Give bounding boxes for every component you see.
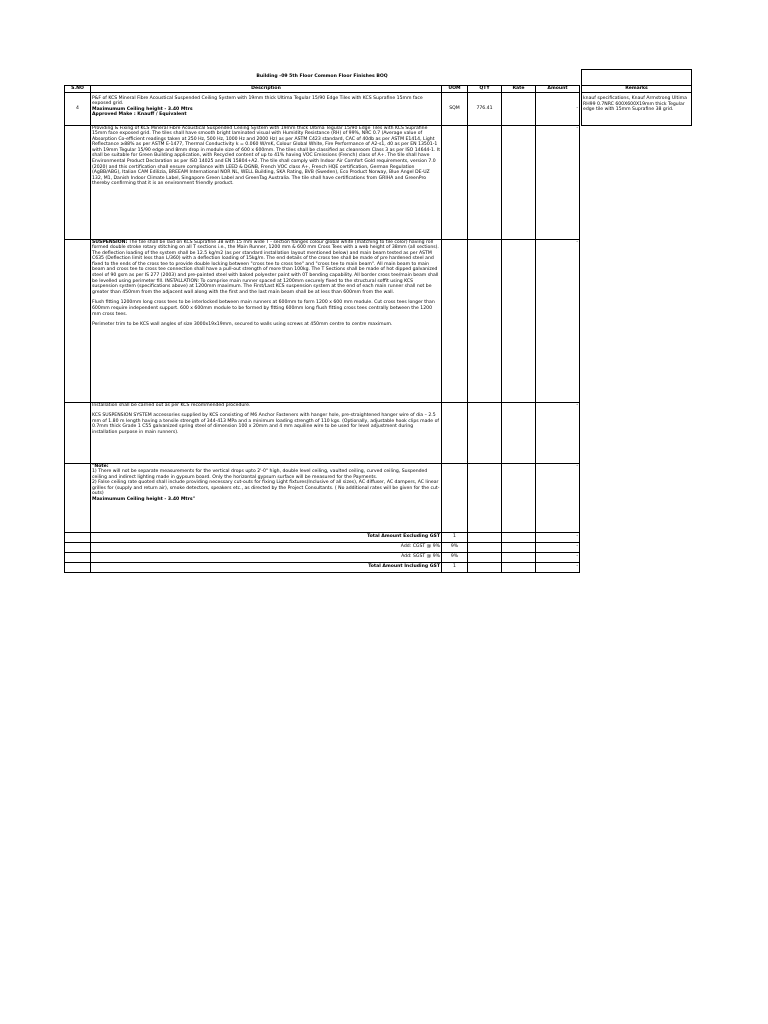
item-desc-line1: P&F of KCS Mineral Fibre Acoustical Suspended Ceiling System with 19mm thick Ultima Tegular 15/90 Edge Tiles with KCS Suprafine 15mm face exposed grid. (92, 95, 423, 107)
header-rate: Rate (502, 85, 536, 92)
item-desc-line3: Approved Make : Knauff / Equivalent (92, 112, 187, 118)
suspension-para2: Flush fitting 1200mm long cross tees to be interlocked between main runners at 600mm to form 1200 x 600 mm module. Cut cross tees longer than 600mm require independent support. 600 x 600mm module to be formed by fitting 600mm long flush fitting cross tees centrally between the 1200 mm cross tees. (92, 300, 435, 317)
total-amount: - (536, 562, 580, 572)
spec-installation-text (91, 402, 442, 463)
total-label: Total Amount Including GST (91, 562, 442, 572)
note-item-1: 1) There will not be separate measurements for the vertical drops upto 2'-0" high, double level ceiling, vaulted ceiling, curved ceiling, Suspended ceiling and indirect lighting made in gypsum board. Only the horizontal gypsum surface will be measured for the Payments. (92, 469, 428, 480)
remarks-column (581, 69, 691, 126)
header-row (65, 85, 580, 92)
spec-installation-amount: - (536, 402, 580, 463)
suspension-body: The tile shall be laid on KCS Suprafine 38 with 15 mm wide T - section flanges colour global white (matching to tile color) having roll formed double stroke rotary stitching on all T sections i.e., the Main Runner, 1200 mm & 600 mm Cross Tees with a web height of 38mm (all sections). The deflection loading of the system shall be 12.5 kg/m2 (as per standard installation layout mentioned below) and main beam tested as per ASTM C635 (Deflection limit less than L/360) with a deflection loading of 15kg/m. The end details of the cross tee shall be made of pre hardened steel and fixed to the ends of the cross tee to provide double locking between "cross tee to cross tee" and "cross tee to main beam". All main beam to main beam and cross tee to cross tee connection shall have a pull-out strength of more than 100kg. The T Sections shall be made of hot dipped galvanized steel of 90 gsm as per IS 277 (2003) and pre-painted steel with baked polyester paint with 0T bending capability. All border cross tee/main beam shall be levelled using perimeter fill. INSTALLATION: To comprise main runner spaced at 1200mm securely fixed to the structural soffit using KCS suspension system (specifications above) at 1200mm maximum. The First/Last KCS suspension system at the end of each main runner shall not be greater than 450mm from the adjacent wall along with the first and the last main beam shall be at less than 600mm from the wall. (92, 239, 439, 295)
header-uom: UOM (442, 85, 468, 92)
total-uom: 1 (442, 532, 468, 542)
note-amount: - (536, 463, 580, 532)
total-label: Add: SGST @ 9% (91, 552, 442, 562)
total-amount: - (536, 542, 580, 552)
boq-sheet (64, 69, 580, 573)
header-amount: Amount (536, 85, 580, 92)
total-label: Total Amount Excluding GST (91, 532, 442, 542)
item-rate (502, 92, 536, 125)
total-row (65, 552, 580, 562)
spec-row-suspension (65, 239, 580, 402)
note-title: "Note: (92, 463, 109, 469)
suspension-label: SUSPENSION: (92, 239, 128, 245)
title-row (65, 69, 580, 85)
installation-para1: Installation shall be carried out as per KCS recommended procedure. (92, 402, 251, 408)
item-row (65, 92, 580, 125)
total-label: Add: CGST @ 9% (91, 542, 442, 552)
total-amount: - (536, 552, 580, 562)
item-uom: SQM (442, 92, 468, 125)
spec-suspension-text (91, 239, 442, 402)
total-uom: 9% (442, 552, 468, 562)
spec-suspension-amount: - (536, 239, 580, 402)
note-item-2: 2) False ceiling rate quoted shall include providing necessary cut-outs for fixing Light fixtures(Inclusive of all sizes), AC diffuser, AC dampers, AC linear grilles for (supply and return air), smoke detectors, speakers etc., as directed by the Project Consultants. ( No additional rates will be given for the cut-outs) (92, 480, 440, 497)
boq-title: Building -09 5th Floor Common Floor Finishes BOQ (256, 73, 388, 79)
item-desc-line2: Maximumum Ceiling height - 3.40 Mtrs (92, 106, 193, 112)
item-remarks: knauf specifications, Knauf Armstrong Ultima RH99 0.7NRC 600X600X19mm thick Tegular edge tile with 15mm Suprafine 38 grid. (582, 93, 692, 126)
boq-table (64, 69, 580, 573)
header-remarks: Remarks (582, 86, 692, 93)
item-description (91, 92, 442, 125)
remarks-top-cell (582, 70, 692, 86)
suspension-para3: Perimeter trim to be KCS wall angles of size 3000x19x19mm, secured to walls using screws at 450mm centre to centre maximum. (92, 322, 393, 328)
installation-para2: KCS SUSPENSION SYSTEM accessories supplied by KCS consisting of M6 Anchor Fasteners with hanger hole, pre-straightened hanger wire of dia – 2.5 mm of 1.80 m length having a tensile strength of 344-413 MPa and a minimum loading strength of 110 kgs. (Optionally, adjustable hook clips made of 0.7mm thick Grade 1 C55 galvanized spring steel of dimension 100 x 20mm and 4 mm aquiline wire to be used for level adjustment during installation purpose in main runners). (92, 413, 440, 435)
total-uom: 9% (442, 542, 468, 552)
total-row (65, 542, 580, 552)
header-qty: QTY (468, 85, 502, 92)
spec-tiles-amount: - (536, 125, 580, 239)
total-amount: - (536, 532, 580, 542)
spec-row-tiles (65, 125, 580, 239)
spec-tiles-text: Providing & Fixing of KCS Mineral Fibre Acoustical Suspended Ceiling System with 19mm thick Ultima Tegular 15/90 Edge Tiles with KCS Suprafine 15mm face exposed grid. The tiles shall have smooth bright laminated visual with Humidity Resistance (RH) of 99%, NRC 0.7 (Average value of Absorption Co-efficient readings taken at 250 Hz, 500 Hz, 1000 Hz and 2000 Hz) as per ASTM C423 standard, CAC of 40db as per ASTM E1414, Light Reflectance ≥88% as per ASTM E-1477, Thermal Conductivity k = 0.060 W/mK, Colour Global White, Fire Performance of A2-s1, d0 as per EN 13501-1 with 19mm Tegular 15/90 edge and 8mm drop in module size of 600 x 600mm. The tiles shall be classified as cleanroom Class 3 as per ISO 14644-1. It shall be suitable for Green Building application, with Recycled content of up to 41% having VOC Emissions (French) class of A+. The tile shall have Environmental Product Declaration as per ISO 14025 and EN 15804+A2. The tile shall comply with Indoor Air Comfort Gold requirements, version 7.0 (2020) and this certification shall ensure compliance with LEED & DGNB, French VOC class A+, French HQE certification, German Regulation (AgBB/ABG), Italian CAM Edilizia, BREEAM International NOR NL, WELL Building, SKA Rating, BVB (Sweden), Eco Product Norway, Blue Angel DE-UZ 132, M1, Danish Indoor Climate Label, Singapore Green Label and GreenTag Australia. The tile shall have certifications from GRIHA and GreenPro thereby confirming that it is an environment friendly product. (91, 125, 442, 239)
item-qty: 776.41 (468, 92, 502, 125)
total-row (65, 532, 580, 542)
note-row (65, 463, 580, 532)
item-sno: 4 (65, 92, 91, 125)
header-sno: S.NO (65, 85, 91, 92)
total-row (65, 562, 580, 572)
header-description: Description (91, 85, 442, 92)
remarks-table (581, 69, 692, 126)
spec-row-installation (65, 402, 580, 463)
note-item-3: Maximumum Ceiling height - 3.40 Mtrs" (92, 497, 195, 503)
total-uom: 1 (442, 562, 468, 572)
item-amount: - (536, 92, 580, 125)
note-text (91, 463, 442, 532)
